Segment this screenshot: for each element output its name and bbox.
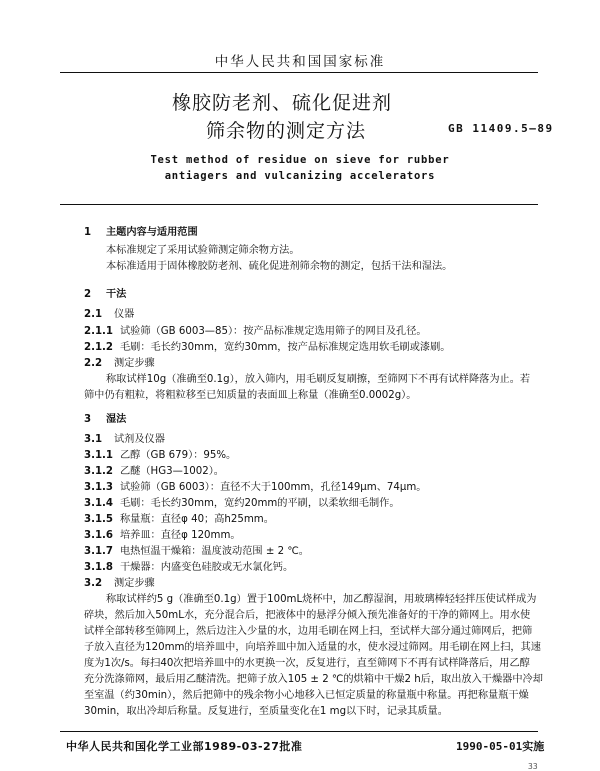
clause-2-1-2 — [84, 341, 451, 355]
standard-type-heading: 中华人民共和国国家标准 — [214, 54, 386, 70]
section-title: 主题内容与适用范围 — [106, 227, 198, 238]
subsection-number: 3.2 — [84, 578, 103, 589]
clause-number: 3.1.5 — [84, 514, 114, 525]
section-1-heading — [84, 226, 198, 240]
section-number: 3 — [84, 414, 92, 425]
clause-number: 2.1.1 — [84, 326, 114, 337]
clause-text: 称量瓶：直径φ 40；高h25mm。 — [120, 514, 274, 525]
title-line-1: 橡胶防老剂、硫化促进剂 — [172, 92, 393, 114]
clause-3-1-4 — [84, 497, 400, 511]
subsection-3-2 — [84, 577, 155, 591]
clause-number: 3.1.4 — [84, 498, 114, 509]
approval-note: 中华人民共和国化学工业部1989-03-27批准 — [66, 740, 303, 753]
clause-text: 试验筛（GB 6003）：直径不大于100mm，孔径149μm、74μm。 — [120, 482, 427, 493]
title-rule — [60, 204, 538, 205]
implementation-date: 1990-05-01实施 — [456, 740, 545, 753]
clause-3-1-8 — [84, 561, 293, 575]
english-title-line-1: Test method of residue on sieve for rubber — [150, 154, 450, 166]
procedure-line: 碎块，然后加入50mL水，充分混合后，把液体中的悬浮分倾入预先准备好的干净的筛网上。用水使 — [84, 610, 531, 621]
section-title: 湿法 — [106, 414, 127, 425]
footer-rule — [60, 731, 538, 732]
procedure-line: 子放入直径为120mm的培养皿中，向培养皿中加入适量的水，使水浸过筛网。用毛刷在网上扫，其速 — [84, 642, 541, 653]
clause-3-1-3 — [84, 481, 426, 495]
section-title: 干法 — [106, 289, 127, 300]
clause-3-1-5 — [84, 513, 274, 527]
subsection-2-2 — [84, 357, 155, 371]
subsection-title: 仪器 — [114, 309, 135, 320]
clause-number: 3.1.1 — [84, 450, 114, 461]
section-number: 1 — [84, 227, 92, 238]
paragraph: 本标准适用于固体橡胶防老剂、硫化促进剂筛余物的测定，包括干法和湿法。 — [106, 261, 453, 272]
subsection-title: 测定步骤 — [114, 358, 155, 369]
clause-text: 乙醇（GB 679）：95%。 — [120, 450, 237, 461]
clause-2-1-1 — [84, 325, 427, 339]
subsection-3-1 — [84, 433, 165, 447]
paragraph: 筛中仍有粗粒，将粗粒移至已知质量的表面皿上称量（准确至0.0002g）。 — [84, 390, 417, 401]
clause-number: 2.1.2 — [84, 342, 114, 353]
procedure-line: 充分洗涤筛网，最后用乙醚清洗。把筛子放入105 ± 2 ℃的烘箱中干燥2 h后，取出放入干燥器中冷却 — [84, 674, 543, 685]
procedure-line: 至室温（约30min），然后把筛中的残余物小心地移入已恒定质量的称量瓶中称量。再把称量瓶干燥 — [84, 690, 529, 701]
procedure-line: 度为1次/s。每扫40次把培养皿中的水更换一次，反复进行，直至筛网下不再有试样降落后，用乙醇 — [84, 658, 530, 669]
subsection-number: 2.2 — [84, 358, 103, 369]
procedure-line: 称取试样约5 g（准确至0.1g）置于100mL烧杯中，加乙醇湿润，用玻璃棒轻轻拌压使试样成为 — [106, 594, 537, 605]
clause-number: 3.1.2 — [84, 466, 114, 477]
english-title-line-2: antiagers and vulcanizing accelerators — [164, 170, 436, 182]
subsection-title: 测定步骤 — [114, 578, 155, 589]
clause-number: 3.1.8 — [84, 562, 114, 573]
title-line-2: 筛余物的测定方法 — [206, 120, 367, 142]
header-rule — [60, 72, 538, 73]
clause-3-1-7 — [84, 545, 309, 559]
clause-text: 毛刷：毛长约30mm，宽约30mm，按产品标准规定选用软毛刷或漆刷。 — [120, 342, 451, 353]
clause-number: 3.1.6 — [84, 530, 114, 541]
subsection-2-1 — [84, 308, 134, 322]
clause-text: 毛刷：毛长约30mm，宽约20mm的平刷，以柔软细毛制作。 — [120, 498, 400, 509]
clause-text: 培养皿：直径φ 120mm。 — [120, 530, 241, 541]
clause-number: 3.1.3 — [84, 482, 114, 493]
page-mark: 33 — [528, 762, 538, 771]
section-number: 2 — [84, 289, 92, 300]
clause-text: 干燥器：内盛变色硅胶或无水氯化钙。 — [120, 562, 294, 573]
section-2-heading — [84, 288, 126, 302]
gb-number: GB 11409.5—89 — [448, 122, 554, 135]
clause-text: 电热恒温干燥箱：温度波动范围 ± 2 ℃。 — [120, 546, 309, 557]
clause-text: 乙醚（HG3—1002）。 — [120, 466, 224, 477]
procedure-line: 试样全部转移至筛网上，然后边注入少量的水，边用毛刷在网上扫，至试样大部分通过筛网后，把筛 — [84, 626, 533, 637]
subsection-title: 试剂及仪器 — [114, 434, 165, 445]
subsection-number: 3.1 — [84, 434, 103, 445]
clause-number: 3.1.7 — [84, 546, 114, 557]
clause-3-1-2 — [84, 465, 224, 479]
section-3-heading — [84, 413, 126, 427]
procedure-line: 30min，取出冷却后称量。反复进行，至质量变化在1 mg以下时，记录其质量。 — [84, 706, 448, 717]
clause-text: 试验筛（GB 6003—85）：按产品标准规定选用筛子的网目及孔径。 — [120, 326, 427, 337]
paragraph: 称取试样10g（准确至0.1g），放入筛内，用毛刷反复刷擦，至筛网下不再有试样降落为止。若 — [106, 374, 531, 385]
subsection-number: 2.1 — [84, 309, 103, 320]
clause-3-1-1 — [84, 449, 236, 463]
paragraph: 本标准规定了采用试验筛测定筛余物方法。 — [106, 245, 300, 256]
clause-3-1-6 — [84, 529, 241, 543]
